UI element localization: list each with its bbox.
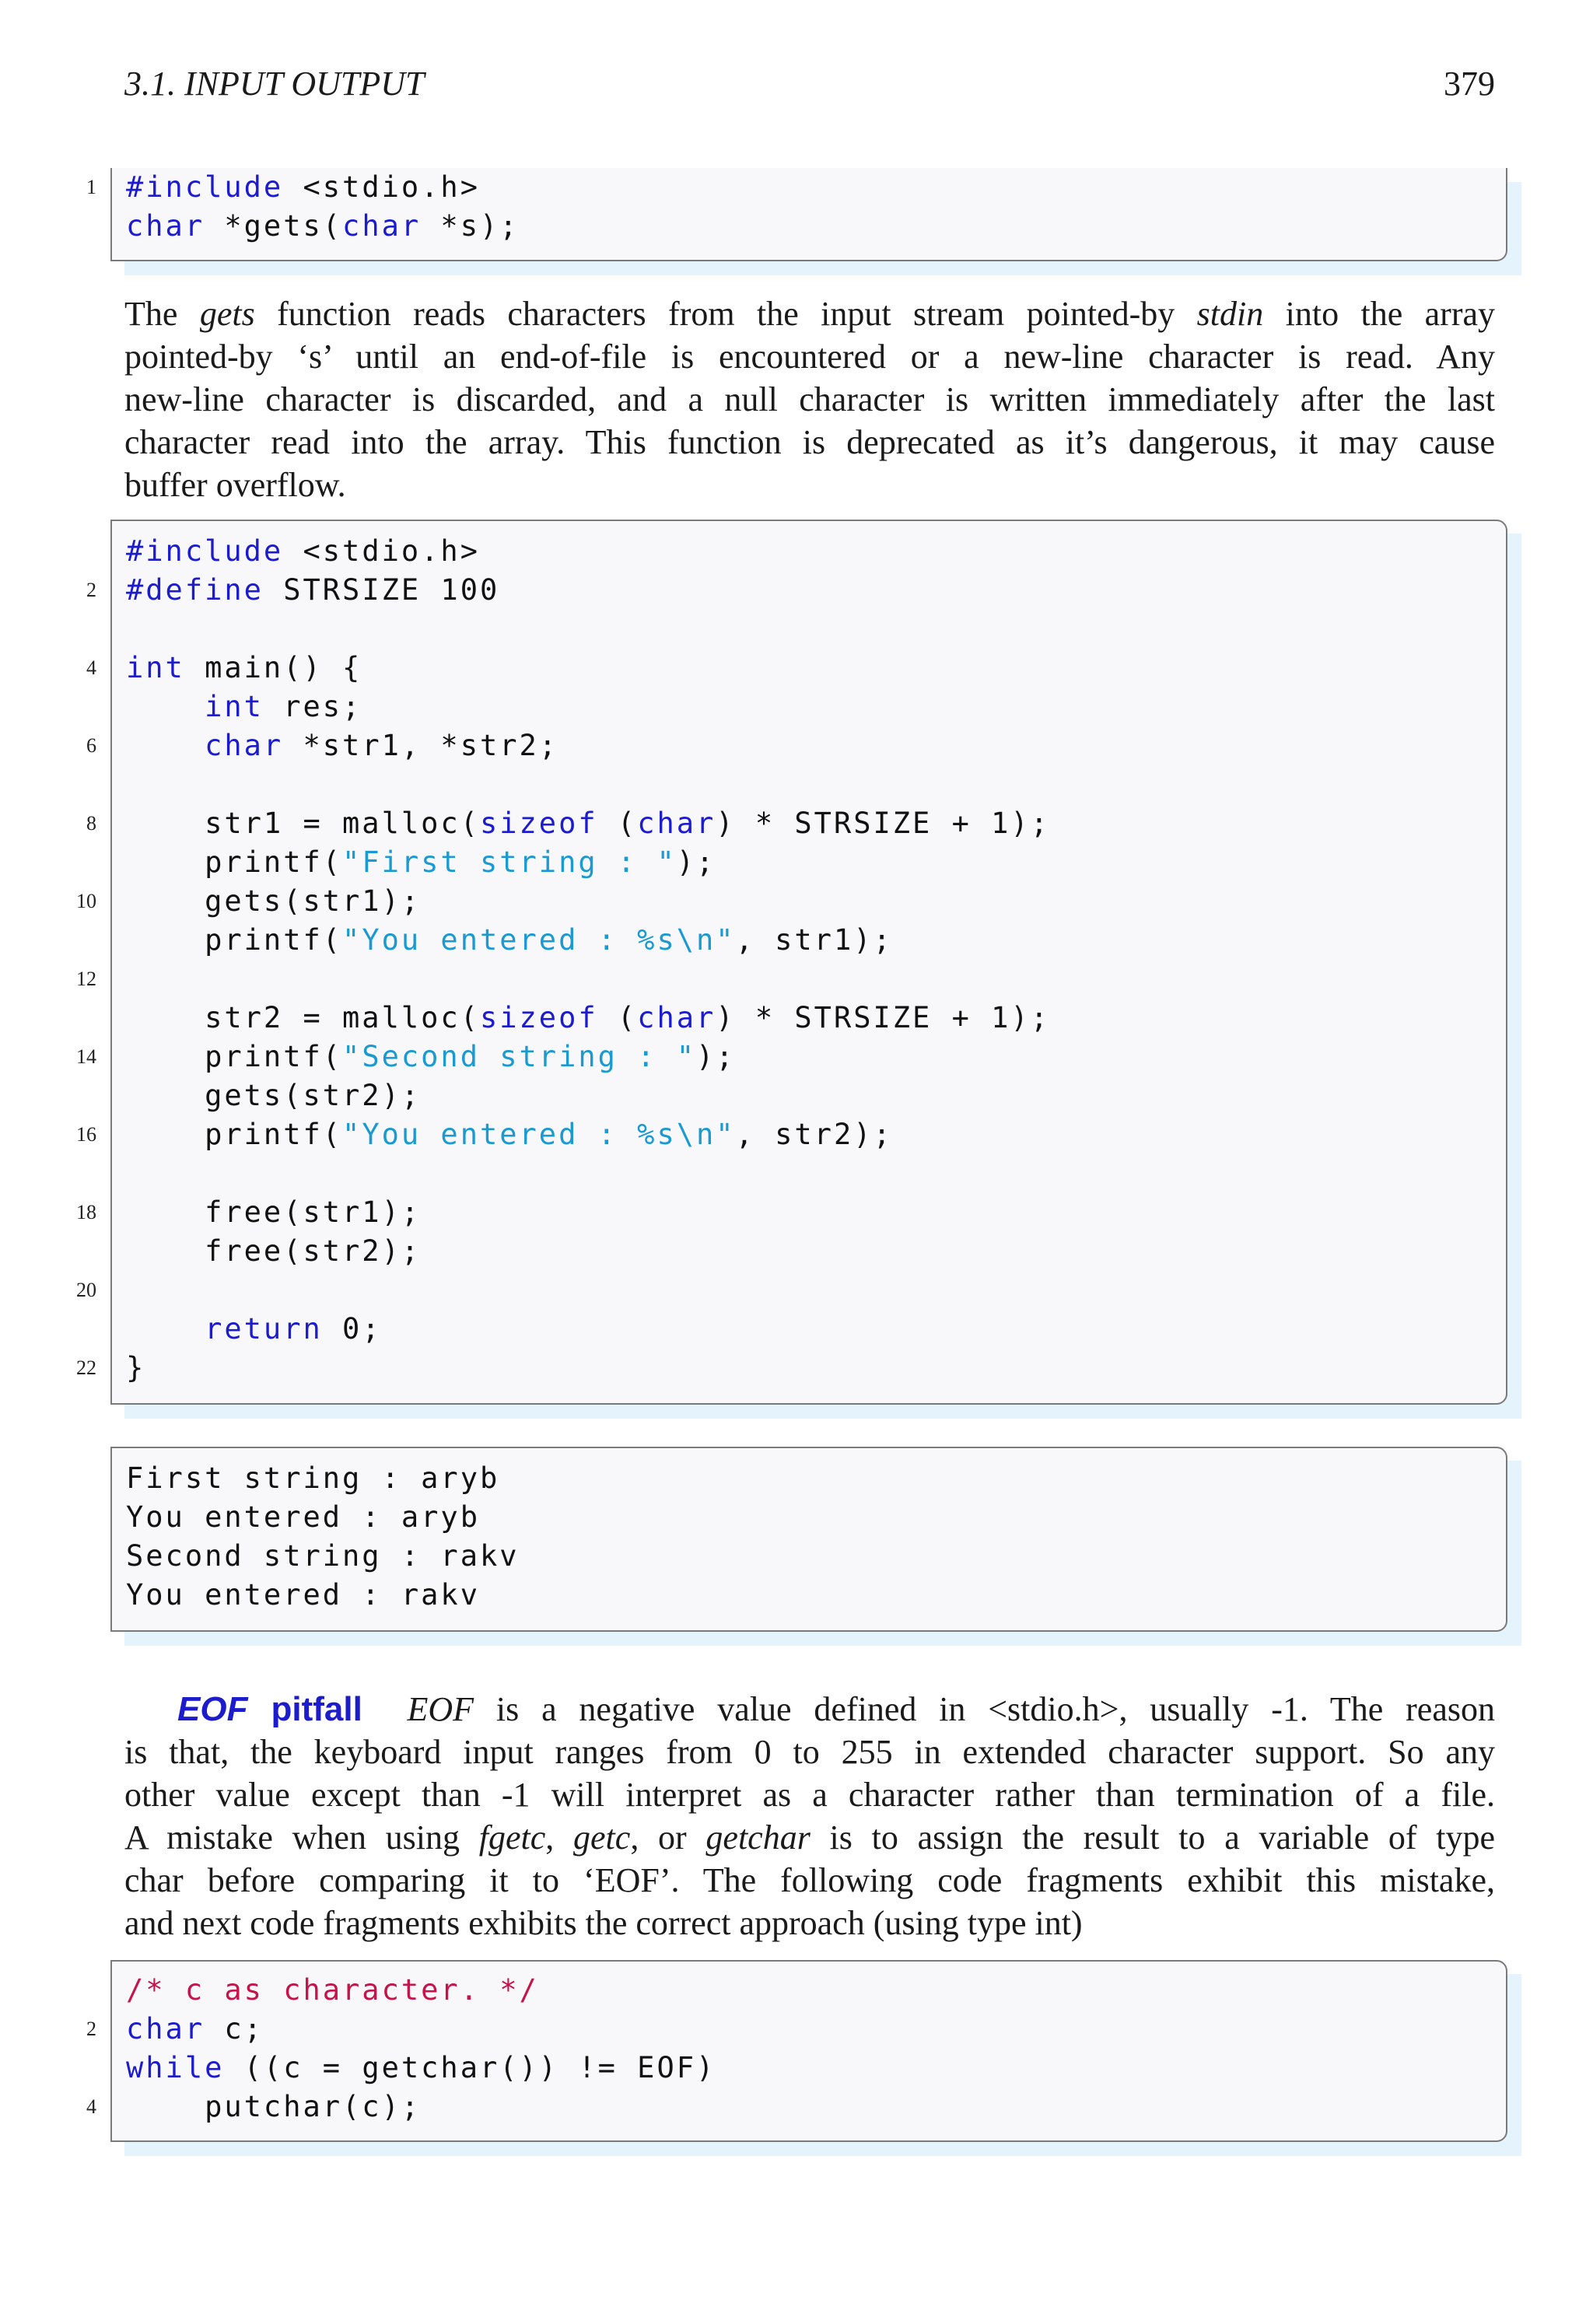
- line-number: 12: [76, 968, 96, 990]
- code-token: c;: [205, 2012, 264, 2046]
- code-text: [126, 1038, 736, 1076]
- code-line: [86, 649, 1507, 688]
- code-token: );: [696, 1040, 736, 1073]
- code-token: Second string : rakv: [126, 1539, 520, 1573]
- code-keyword: char: [126, 209, 205, 243]
- code-token: printf(: [126, 1118, 343, 1151]
- section-title: 3.1. INPUT OUTPUT: [124, 65, 425, 103]
- text-line: char before comparing it to ‘EOF’. The following code fragments exhibit this mistake,: [124, 1861, 1495, 1899]
- paragraph-lines: [124, 1688, 1495, 1944]
- line-number: 2: [86, 2018, 96, 2040]
- page-number: 379: [1444, 65, 1495, 103]
- code-line: [110, 610, 1507, 649]
- paragraph-eof-pitfall: [124, 1688, 1495, 1944]
- code-token: printf(: [126, 923, 343, 957]
- text-line: and next code fragments exhibits the correct approach (using type int): [124, 1904, 1083, 1942]
- code-line: [110, 843, 1507, 882]
- code-line: [110, 1232, 1507, 1271]
- text-line: is that, the keyboard input ranges from 0 to 255 in extended character support. So any: [124, 1733, 1495, 1771]
- code-keyword: char: [637, 1001, 716, 1034]
- text-line: character read into the array. This function is deprecated as it’s dangerous, it may cause: [124, 423, 1495, 461]
- line-number: 4: [86, 2095, 96, 2118]
- code-token: printf(: [126, 1040, 343, 1073]
- code-keyword: sizeof: [479, 1001, 598, 1034]
- code-line: [76, 882, 1507, 921]
- code-text: [126, 1232, 421, 1271]
- line-number: 22: [76, 1356, 96, 1379]
- code-line: [110, 765, 1507, 804]
- code-text: [126, 207, 520, 246]
- code-line: [76, 960, 1507, 999]
- code-keyword: #define: [126, 573, 264, 607]
- code-text: [126, 1310, 382, 1349]
- code-text: [126, 1349, 145, 1388]
- paragraph-gets-description: [124, 292, 1495, 506]
- line-number: 14: [76, 1045, 96, 1068]
- line-number: 20: [76, 1279, 96, 1301]
- code-text: [126, 921, 893, 960]
- code-line: [110, 207, 1507, 246]
- code-keyword: sizeof: [479, 807, 598, 840]
- text-line: new-line character is discarded, and a null character is written immediately after the last: [124, 380, 1495, 418]
- line-number: 2: [86, 579, 96, 601]
- line-number: 18: [76, 1201, 96, 1223]
- line-number: 10: [76, 890, 96, 912]
- code-token: free(str2);: [126, 1234, 422, 1268]
- code-line: [110, 921, 1507, 960]
- code-line: [76, 1115, 1507, 1154]
- code-token: printf(: [126, 845, 343, 879]
- code-line: [110, 2049, 1507, 2088]
- code-line: [110, 1076, 1507, 1115]
- code-keyword: char: [126, 2012, 205, 2046]
- code-token: <stdio.h>: [283, 534, 480, 568]
- code-token: putchar(c);: [126, 2090, 422, 2123]
- text-line: The gets function reads characters from the input stream pointed-by stdin into the array: [124, 295, 1495, 333]
- code-text: [126, 1971, 539, 2010]
- code-token: <stdio.h>: [283, 170, 480, 204]
- code-token: *gets(: [205, 209, 343, 243]
- code-keyword: return: [205, 1312, 323, 1346]
- code-line: [110, 1459, 1507, 1498]
- code-token: [126, 1312, 205, 1346]
- code-text: [126, 649, 362, 688]
- code-token: You entered : aryb: [126, 1500, 480, 1534]
- code-text: [126, 688, 362, 726]
- code-token: );: [676, 845, 716, 879]
- code-line: [110, 1154, 1507, 1193]
- code-text: [126, 2088, 421, 2126]
- code-keyword: #include: [126, 170, 284, 204]
- code-line: [110, 1537, 1507, 1576]
- code-token: , str1);: [735, 923, 893, 957]
- code-text: [126, 532, 480, 571]
- code-token: *s);: [421, 209, 520, 243]
- code-listing-eof-mistake: [86, 1960, 1507, 2142]
- output-lines: [110, 1459, 1507, 1615]
- code-lines: [76, 532, 1507, 1388]
- code-token: First string : aryb: [126, 1461, 500, 1495]
- code-comment: /* c as character. */: [126, 1973, 539, 2007]
- code-string: "First string : ": [342, 845, 677, 879]
- code-text: [126, 1459, 499, 1498]
- code-line: [86, 168, 1507, 207]
- code-keyword: char: [205, 729, 284, 762]
- code-token: (: [597, 807, 638, 840]
- code-line: [86, 804, 1507, 843]
- line-number: 8: [86, 812, 96, 835]
- code-token: main() {: [184, 651, 362, 684]
- code-token: ) * STRSIZE + 1);: [716, 1001, 1050, 1034]
- code-text: [126, 882, 421, 921]
- code-keyword: char: [637, 807, 716, 840]
- code-listing-gets-declaration: [86, 168, 1507, 261]
- code-keyword: int: [126, 651, 185, 684]
- code-string: "Second string : ": [342, 1040, 697, 1073]
- code-lines: [86, 168, 1507, 246]
- line-number: 16: [76, 1123, 96, 1146]
- code-token: *str1, *str2;: [283, 729, 559, 762]
- code-line: [110, 1971, 1507, 2010]
- code-line: [76, 1193, 1507, 1232]
- text-line: pointed-by ‘s’ until an end-of-file is encountered or a new-line character is read. Any: [124, 338, 1495, 376]
- code-text: [126, 804, 1050, 843]
- code-token: ) * STRSIZE + 1);: [716, 807, 1050, 840]
- line-number: 6: [86, 734, 96, 757]
- code-text: [126, 843, 716, 882]
- code-line: [86, 2010, 1507, 2049]
- code-line: [76, 1271, 1507, 1310]
- code-token: STRSIZE 100: [263, 573, 500, 607]
- paragraph-lines: [124, 292, 1495, 506]
- code-lines: [86, 1971, 1507, 2126]
- code-token: }: [126, 1351, 146, 1384]
- running-header: [124, 64, 1495, 107]
- code-line: [110, 1310, 1507, 1349]
- code-token: free(str1);: [126, 1195, 422, 1229]
- code-token: ((c = getchar()) != EOF): [224, 2051, 716, 2084]
- code-token: str1 = malloc(: [126, 807, 480, 840]
- line-number: 4: [86, 656, 96, 679]
- code-token: You entered : rakv: [126, 1578, 480, 1612]
- code-text: [126, 999, 1050, 1038]
- code-text: [126, 1115, 893, 1154]
- code-text: [126, 1193, 421, 1232]
- code-keyword: char: [342, 209, 422, 243]
- code-line: [110, 1576, 1507, 1615]
- code-text: [126, 571, 499, 610]
- code-token: gets(str1);: [126, 884, 422, 918]
- code-keyword: int: [205, 690, 264, 723]
- code-token: 0;: [322, 1312, 382, 1346]
- text-line: A mistake when using fgetc, getc, or getchar is to assign the result to a variable of type: [124, 1818, 1496, 1857]
- code-line: [76, 1038, 1507, 1076]
- runin-heading: EOF pitfall: [177, 1690, 362, 1728]
- code-text: [126, 1537, 520, 1576]
- code-text: [126, 168, 480, 207]
- code-token: (: [597, 1001, 638, 1034]
- code-line: [110, 1498, 1507, 1537]
- code-token: gets(str2);: [126, 1079, 422, 1112]
- program-output-box: [110, 1447, 1507, 1632]
- code-text: [126, 1576, 480, 1615]
- text-line: buffer overflow.: [124, 466, 346, 504]
- code-line: [110, 532, 1507, 571]
- code-string: "You entered : %s\n": [342, 923, 736, 957]
- code-string: "You entered : %s\n": [342, 1118, 736, 1151]
- code-token: res;: [263, 690, 362, 723]
- line-number: 1: [86, 176, 96, 198]
- code-keyword: while: [126, 2051, 225, 2084]
- code-line: [86, 2088, 1507, 2126]
- code-token: str2 = malloc(: [126, 1001, 480, 1034]
- text-line: other value except than -1 will interpret as a character rather than termination of a file.: [124, 1776, 1495, 1814]
- code-line: [76, 1349, 1507, 1388]
- code-line: [110, 999, 1507, 1038]
- code-text: [126, 2010, 264, 2049]
- code-text: [126, 1076, 421, 1115]
- code-line: [110, 688, 1507, 726]
- code-line: [86, 571, 1507, 610]
- code-text: [126, 1498, 480, 1537]
- code-listing-gets-example: [76, 520, 1507, 1405]
- code-token: [126, 729, 205, 762]
- text-line: EOF pitfall EOF is a negative value defined in <stdio.h>, usually -1. The reason: [177, 1690, 1495, 1728]
- code-keyword: #include: [126, 534, 284, 568]
- code-line: [86, 726, 1507, 765]
- code-text: [126, 726, 558, 765]
- code-token: [126, 690, 205, 723]
- code-token: , str2);: [735, 1118, 893, 1151]
- code-text: [126, 2049, 716, 2088]
